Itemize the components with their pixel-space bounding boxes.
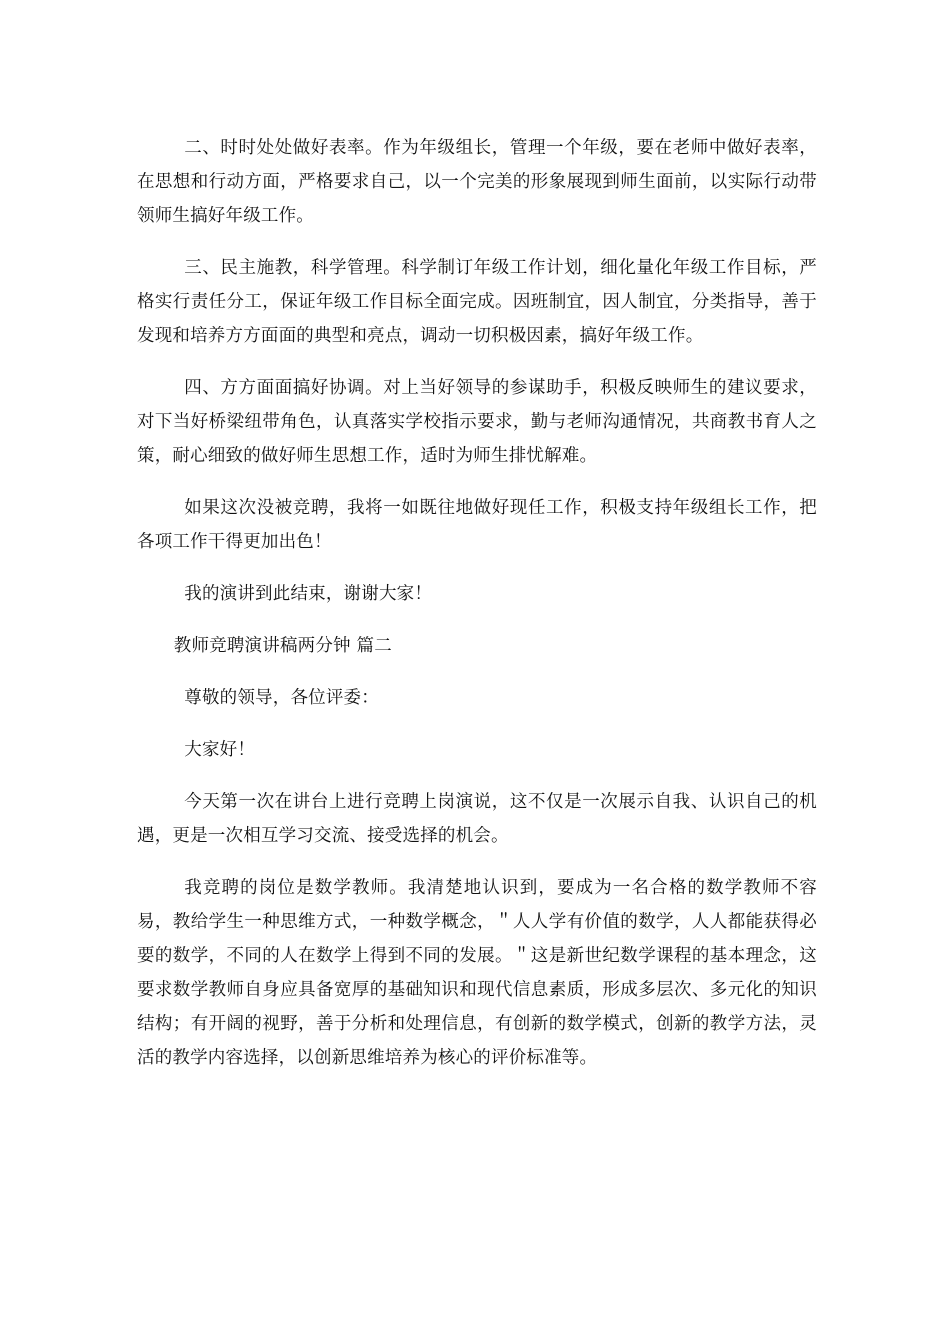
paragraph-point-three: 三、民主施教，科学管理。科学制订年级工作计划，细化量化年级工作目标，严格实行责任分工，保证年级工作目标全面完成。因班制宜，因人制宜，分类指导，善于发现和培养方方面面的典型和亮点，调动一切积极因素，搞好年级工作。 — [137, 258, 817, 346]
paragraph-position-statement: 我竞聘的岗位是数学教师。我清楚地认识到，要成为一名合格的数学教师不容易，教给学生一种思维方式，一种数学概念，＂人人学有价值的数学，人人都能获得必要的数学，不同的人在数学上得到不同的发展。＂这是新世纪数学课程的基本理念，这要求数学教师自身应具备宽厚的基础知识和现代信息素质，形成多层次、多元化的知识结构；有开阔的视野，善于分析和处理信息，有创新的数学模式，创新的教学方法，灵活的教学内容选择，以创新思维培养为核心的评价标准等。 — [137, 878, 817, 1068]
paragraph-closing: 我的演讲到此结束，谢谢大家！ — [184, 584, 433, 604]
document-body — [137, 131, 817, 1075]
paragraph-point-four: 四、方方面面搞好协调。对上当好领导的参谋助手，积极反映师生的建议要求，对下当好桥梁纽带角色，认真落实学校指示要求，勤与老师沟通情况，共商教书育人之策，耐心细致的做好师生思想工作，适时为师生排忧解难。 — [137, 378, 817, 466]
paragraph-salutation: 尊敬的领导，各位评委： — [184, 688, 379, 708]
section-heading: 教师竞聘演讲稿两分钟 篇二 — [173, 636, 392, 656]
paragraph-greeting: 大家好！ — [184, 740, 256, 760]
paragraph-point-two: 二、时时处处做好表率。作为年级组长，管理一个年级，要在老师中做好表率，在思想和行动方面，严格要求自己，以一个完美的形象展现到师生面前，以实际行动带领师生搞好年级工作。 — [137, 138, 817, 226]
paragraph-introduction: 今天第一次在讲台上进行竞聘上岗演说，这不仅是一次展示自我、认识自己的机遇，更是一次相互学习交流、接受选择的机会。 — [137, 792, 817, 846]
paragraph-if-not-selected: 如果这次没被竞聘，我将一如既往地做好现任工作，积极支持年级组长工作，把各项工作干得更加出色！ — [137, 498, 817, 552]
